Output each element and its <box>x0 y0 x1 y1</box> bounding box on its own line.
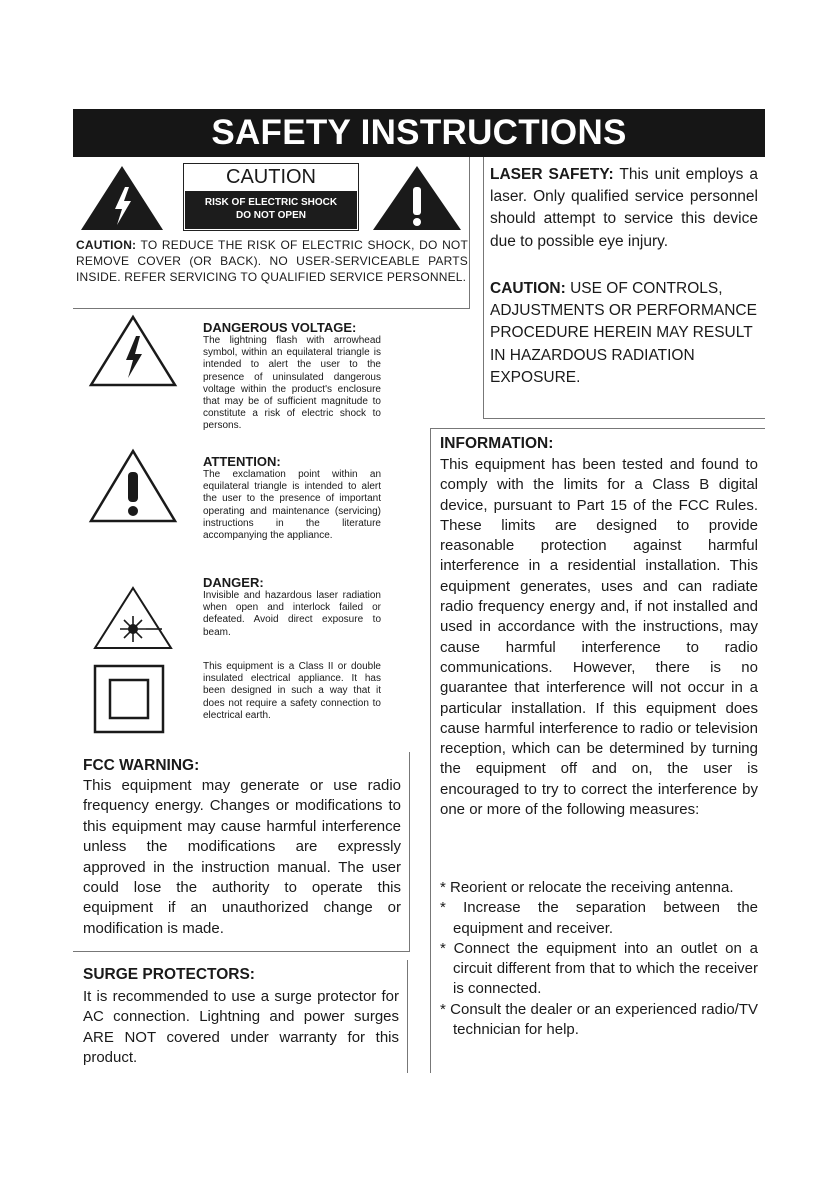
laser-safety-text <box>490 164 758 253</box>
fcc-warning-text: This equipment may generate or use radio frequency energy. Changes or modifications to this equipment may cause harmful interference unless the modifications are expressly approved in the instruction manual. The user could lose the authority to operate this equipment if an unauthorized change or modification is made. <box>83 777 401 937</box>
class-2-block <box>203 661 381 722</box>
dangerous-voltage-block <box>203 320 381 433</box>
caution-label-band <box>185 191 357 229</box>
list-item: * Consult the dealer or an experienced radio/TV technician for help. <box>440 1000 758 1039</box>
danger-text: Invisible and hazardous laser radiation when open and interlock failed or defeated. Avoid direct exposure to beam. <box>203 590 381 638</box>
laser-caution-text <box>490 278 758 389</box>
attention-block <box>203 454 381 542</box>
class-2-text: This equipment is a Class II or double insulated electrical appliance. It has been designed in such a way that it does not require a safety connection to electrical earth. <box>203 661 381 721</box>
dangerous-voltage-text: The lightning flash with arrowhead symbol, within an equilateral triangle is intended to alert the user to the presence of uninsulated dangerous voltage within the product's enclosure that may be of sufficient magnitude to constitute a risk of electric shock to persons. <box>203 335 381 432</box>
information-text: This equipment has been tested and found to comply with the limits for a Class B digital device, pursuant to Part 15 of the FCC Rules. These limits are designed to provide reasonable protection against harmful interference in a residential installation. This equipment generates, uses and can radiate radio frequency energy and, if not installed and used in accordance with the instructions, may cause harmful interference to radio communications. However, there is no guarantee that interference will not occur in a particular installation. If this equipment does cause harmful interference to radio or television reception, which can be determined by turning the equipment off and on, the user is encouraged to try to correct the interference by one or more of the following measures: <box>440 456 758 819</box>
dangerous-voltage-icon <box>88 314 178 388</box>
laser-caution-prefix: CAUTION: <box>490 280 566 297</box>
attention-heading: ATTENTION: <box>203 454 281 469</box>
fcc-warning-heading: FCC WARNING: <box>83 757 200 774</box>
laser-radiation-icon <box>92 585 174 651</box>
lightning-warning-icon <box>78 163 166 233</box>
class-2-double-insulation-icon <box>93 664 165 734</box>
laser-safety-heading: LASER SAFETY: <box>490 166 614 183</box>
list-item: * Connect the equipment into an outlet on a circuit different from that to which the receiver is connected. <box>440 939 758 998</box>
list-item: * Increase the separation between the equipment and receiver. <box>440 899 758 937</box>
laser-safety-body: This unit employs a laser. Only qualified service personnel should attempt to service this device due to possible eye injury. <box>490 166 758 250</box>
caution-text-body: TO REDUCE THE RISK OF ELECTRIC SHOCK, DO NOT REMOVE COVER (OR BACK). NO USER-SERVICEABLE PARTS INSIDE. REFER SERVICING TO QUALIFIED SERVICE PERSONNEL. <box>76 238 468 284</box>
information-heading: INFORMATION: <box>440 435 554 452</box>
exclamation-warning-icon <box>370 163 464 233</box>
list-item: * Reorient or relocate the receiving antenna. <box>440 879 734 896</box>
attention-text: The exclamation point within an equilateral triangle is intended to alert the user to the presence of important operating and maintenance (servicing) instructions in the literature accompanying the appliance. <box>203 469 381 542</box>
caution-text <box>76 237 468 285</box>
page-title: SAFETY INSTRUCTIONS <box>73 109 765 157</box>
dangerous-voltage-heading: DANGEROUS VOLTAGE: <box>203 320 357 335</box>
laser-caution-body: USE OF CONTROLS, ADJUSTMENTS OR PERFORMANCE PROCEDURE HEREIN MAY RESULT IN HAZARDOUS RADIATION EXPOSURE. <box>490 280 757 386</box>
danger-block <box>203 575 381 639</box>
information-measures-list <box>440 878 758 1040</box>
caution-label-title: CAUTION <box>226 166 316 188</box>
danger-heading: DANGER: <box>203 575 264 590</box>
surge-protectors-text: It is recommended to use a surge protector for AC connection. Lightning and power surges ARE NOT covered under warranty for this product. <box>83 988 399 1067</box>
caution-text-prefix: CAUTION: <box>76 238 137 252</box>
caution-band-line2: DO NOT OPEN <box>235 210 306 221</box>
surge-protectors-heading: SURGE PROTECTORS: <box>83 966 255 983</box>
attention-icon <box>88 448 178 524</box>
caution-band-line1: RISK OF ELECTRIC SHOCK <box>204 197 338 208</box>
